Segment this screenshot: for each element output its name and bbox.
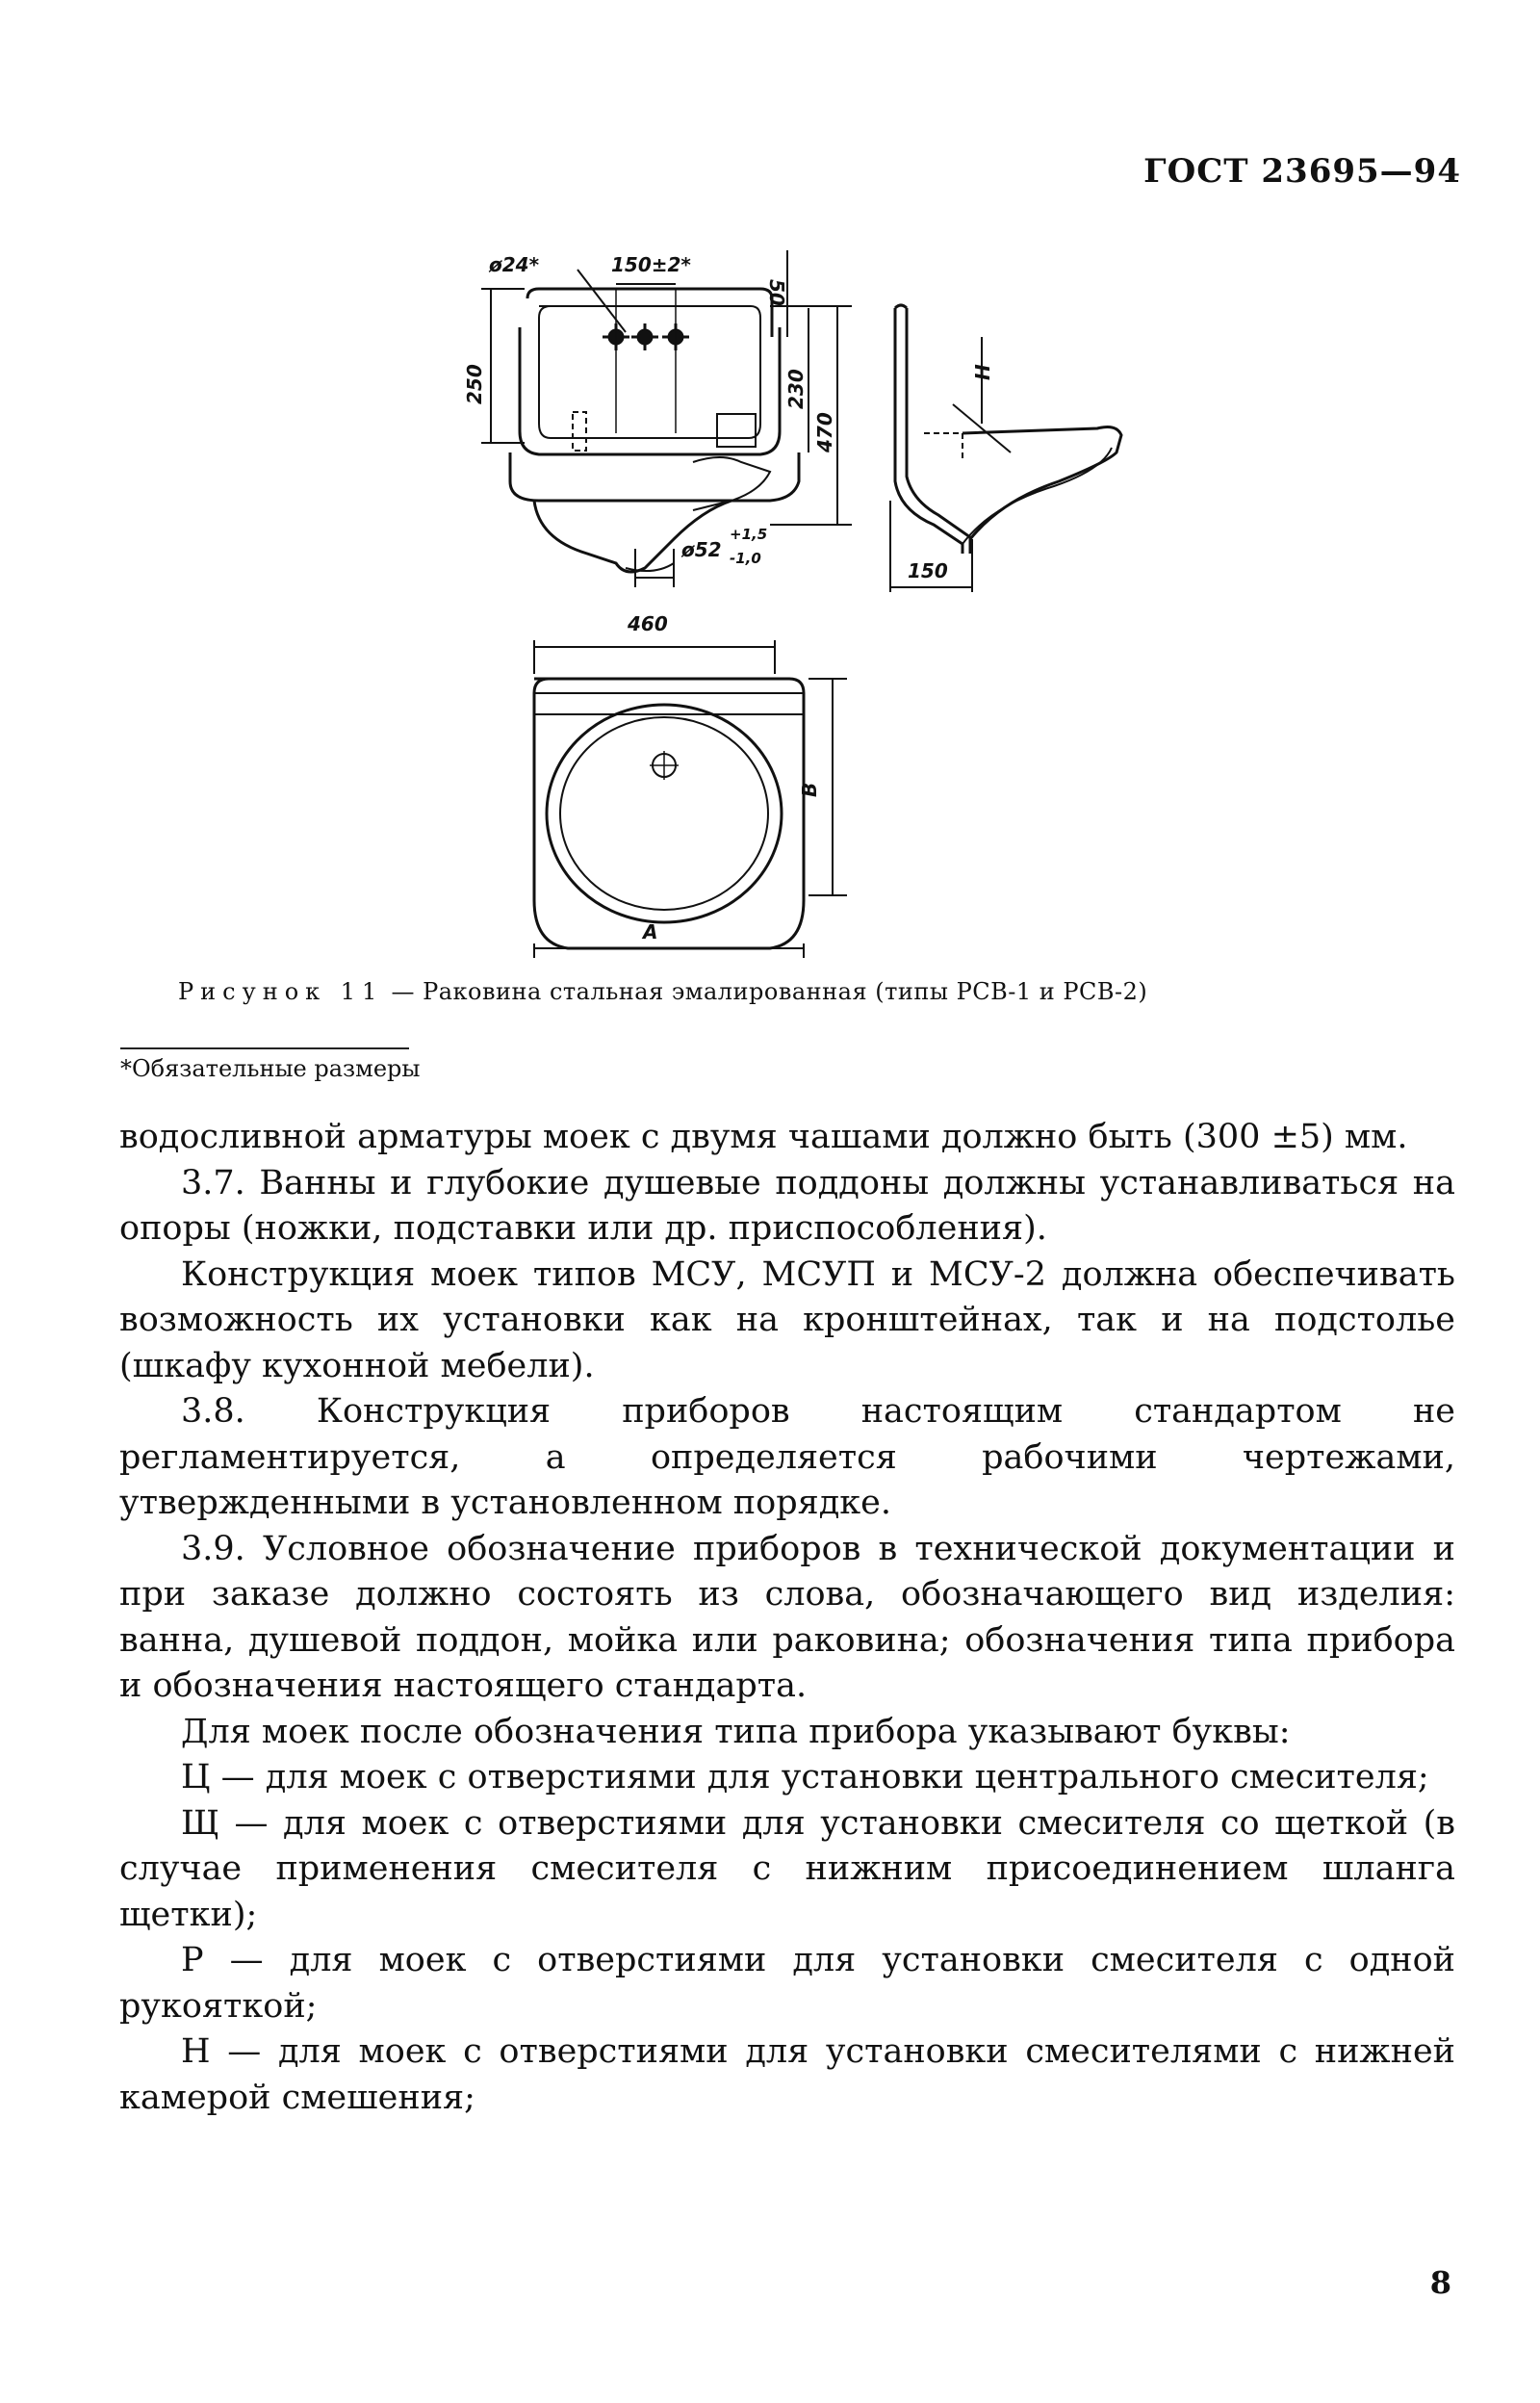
paragraph: Н — для моек с отверстиями для установки смесителями с нижней камерой смешения; — [119, 2032, 1455, 2117]
dim-plan-a: A — [643, 920, 658, 943]
paragraph: Конструкция моек типов МСУ, МСУП и МСУ-2 должна обеспечивать возможность их установки как на кронштейнах, так и на подстолье (шкафу кухонной мебели). — [119, 1254, 1455, 1385]
paragraph: 3.9. Условное обозначение приборов в технической документации и при заказе должно состоять из слова, обозначающего вид изделия: ванна, душевой поддон, мойка или раковина; обозначения типа прибора и обозначения настоящего стандарта. — [119, 1529, 1455, 1705]
sink-drawing — [0, 0, 1540, 1011]
front-view — [481, 250, 852, 587]
tap-hole-icon — [631, 323, 658, 350]
paragraph: Для моек после обозначения типа прибора указывают буквы: — [181, 1712, 1291, 1751]
dim-drain-dia: ø52 — [681, 538, 722, 561]
paragraph: 3.7. Ванны и глубокие душевые поддоны должны устанавливаться на опоры (ножки, подставки или др. приспособления). — [119, 1163, 1455, 1248]
dim-hole-spacing: 150±2* — [611, 253, 691, 276]
dim-height-inner: 230 — [784, 369, 808, 409]
figure-caption — [178, 978, 1147, 1005]
dim-drain-tol-plus: +1,5 — [730, 526, 768, 543]
paragraph: водосливной арматуры моек с двумя чашами должно быть (300 ±5) мм. — [119, 1118, 1408, 1156]
paragraph: Р — для моек с отверстиями для установки смесителя с одной рукояткой; — [119, 1941, 1455, 2026]
dim-plan-b: B — [798, 782, 821, 797]
footnote-divider — [120, 1047, 409, 1049]
plan-view — [534, 640, 847, 958]
paragraph: Щ — для моек с отверстиями для установки смесителя со щеткой (в случае применения смесителя с нижним присоединением шланга щетки); — [119, 1803, 1455, 1934]
dim-overall-height: 470 — [813, 412, 836, 452]
footnote: *Обязательные размеры — [120, 1055, 421, 1082]
drain-hole-icon — [650, 751, 679, 780]
dim-hole-dia: ø24* — [489, 253, 540, 276]
dim-top-offset: 50 — [765, 279, 788, 306]
figure-caption-text: — Раковина стальная эмалированная (типы РСВ-1 и РСВ-2) — [391, 978, 1148, 1005]
paragraph: 3.8. Конструкция приборов настоящим стандартом не регламентируется, а определяется рабочими чертежами, утвержденными в установленном порядке. — [119, 1392, 1455, 1522]
figure-caption-label: Рисунок 11 — [178, 978, 384, 1005]
paragraph: Ц — для моек с отверстиями для установки центрального смесителя; — [181, 1758, 1429, 1796]
side-view — [890, 305, 1121, 592]
dim-side-h: H — [971, 364, 994, 380]
dim-side-depth: 150 — [908, 559, 948, 582]
dim-height-left: 250 — [463, 364, 486, 404]
document-code: ГОСТ 23695—94 — [1143, 152, 1461, 191]
body-text — [119, 1115, 1455, 2121]
page-number: 8 — [1429, 2264, 1451, 2301]
dim-plan-width: 460 — [628, 612, 668, 635]
dim-drain-tol-minus: -1,0 — [730, 550, 761, 567]
